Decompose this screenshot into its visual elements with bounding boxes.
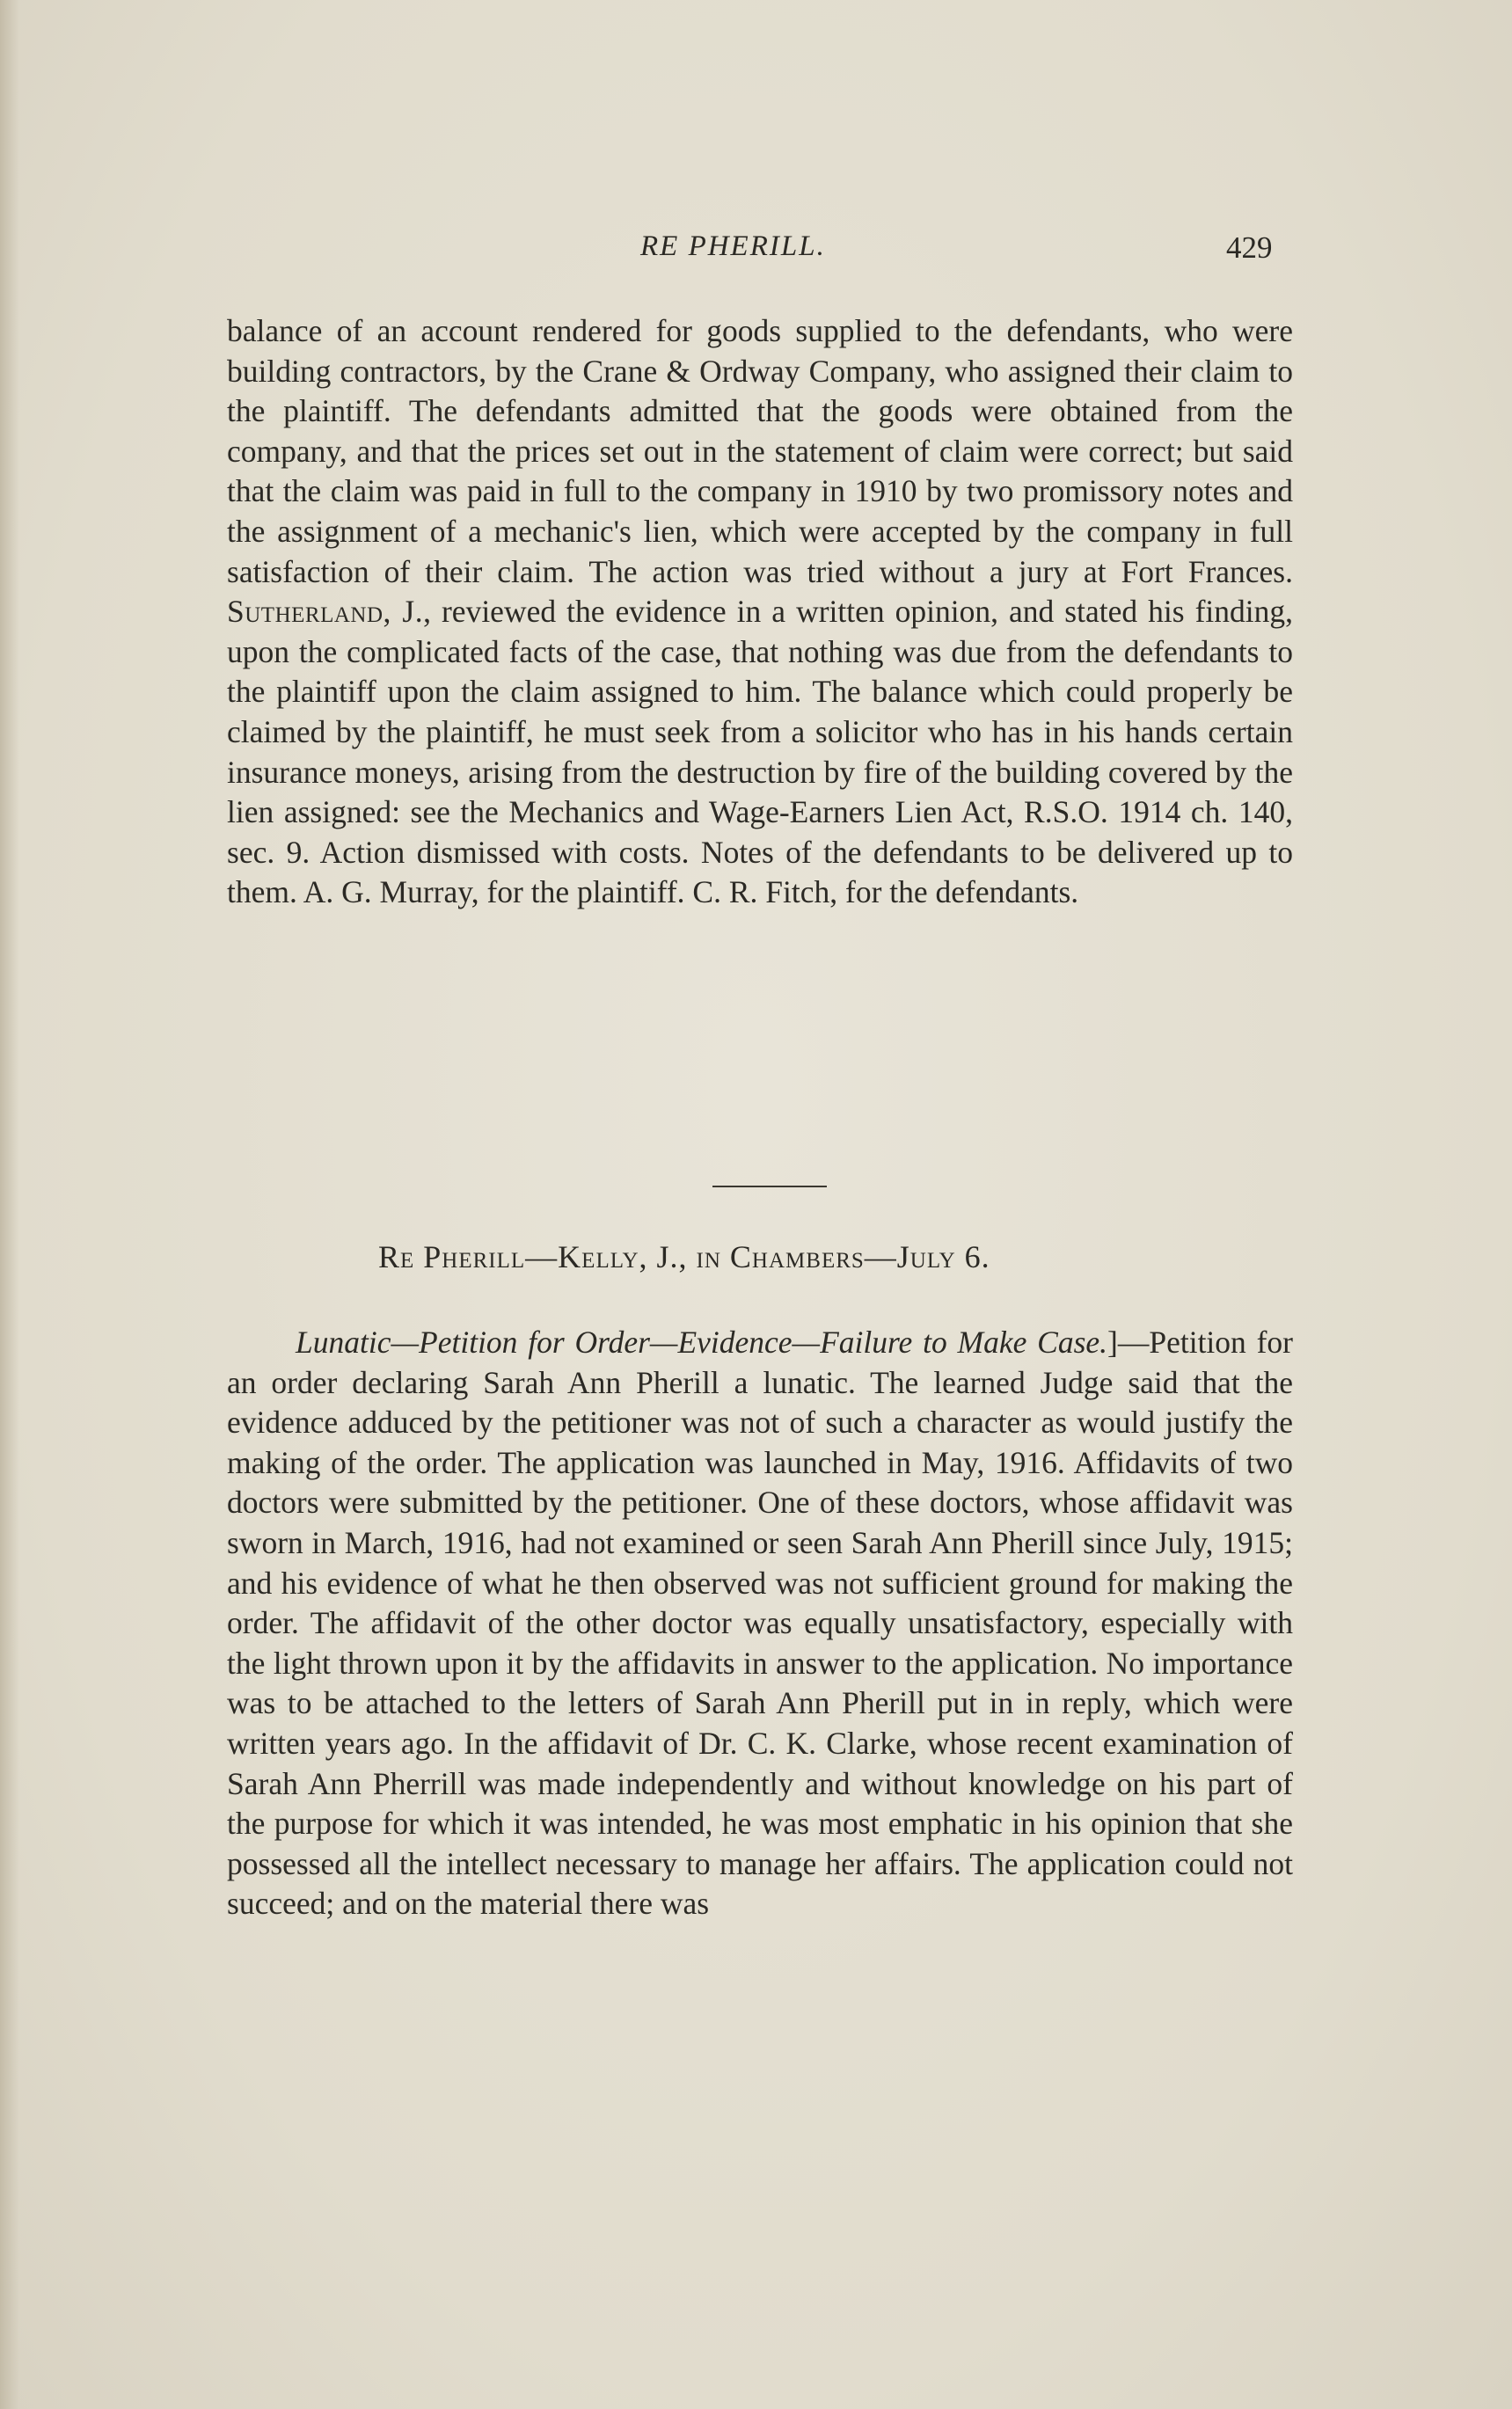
running-title: RE PHERILL. <box>640 230 826 262</box>
paragraph-continued <box>227 311 1293 913</box>
case-text <box>227 1323 1293 1924</box>
judge-name: Sutherland, J. <box>227 594 424 630</box>
paragraph-part1: balance of an account rendered for goods supplied to the defendants, who were building contractors, by the Crane & Ordway Company, who assigned their claim to the plaintiff. The defendants admitted that the goods were obtained from the company, and that the prices set out in the statement of claim were correct; but said that the claim was paid in full to the company in 1910 by two promissory notes and the assignment of a mechanic's lien, which were accepted by the company in full satisfaction of their claim. The action was tried without a jury at Fort Frances. <box>227 313 1293 589</box>
paragraph-part2: , reviewed the evidence in a written opinion, and stated his finding, upon the complicated facts of the case, that nothing was due from the defendants to the plaintiff upon the claim assigned to him. The balance which could properly be claimed by the plaintiff, he must seek from a solicitor who has in his hands certain insurance moneys, arising from the destruction by fire of the building covered by the lien assigned: see the Mechanics and Wage-Earners Lien Act, R.S.O. 1914 ch. 140, sec. 9. Action dismissed with costs. Notes of the defendants to be delivered up to them. A. G. Murray, for the plaintiff. C. R. Fitch, for the defendants. <box>227 594 1293 910</box>
case-body: —Petition for an order declaring Sarah Ann Pherill a lunatic. The learned Judge said that the evidence adduced by the petitioner was not of such a character as would justify the making of the order. The application was launched in May, 1916. Affidavits of two doctors were submitted by the petitioner. One of these doctors, whose affidavit was sworn in March, 1916, had not examined or seen Sarah Ann Pherill since July, 1915; and his evidence of what he then observed was not sufficient ground for making the order. The affidavit of the other doctor was equally unsatisfactory, especially with the light thrown upon it by the affidavits in answer to the application. No importance was to be attached to the letters of Sarah Ann Pherill put in in reply, which were written years ago. In the affidavit of Dr. C. K. Clarke, whose recent examination of Sarah Ann Pherrill was made independently and without knowledge on his part of the purpose for which it was intended, he was most emphatic in his opinion that she possessed all the intellect necessary to manage her affairs. The application could not succeed; and on the material there was <box>227 1325 1293 1922</box>
headnote-bracket: ] <box>1107 1325 1118 1360</box>
spine-shadow <box>0 0 19 2409</box>
running-header <box>227 230 1282 274</box>
section-divider <box>712 1186 827 1187</box>
case-heading: Re Pherill—Kelly, J., in Chambers—July 6. <box>378 1239 990 1274</box>
case-paragraph <box>227 1323 1293 1924</box>
paragraph-text <box>227 311 1293 913</box>
page-number: 429 <box>1226 230 1273 265</box>
headnote: Lunatic—Petition for Order—Evidence—Failure to Make Case. <box>296 1325 1108 1360</box>
